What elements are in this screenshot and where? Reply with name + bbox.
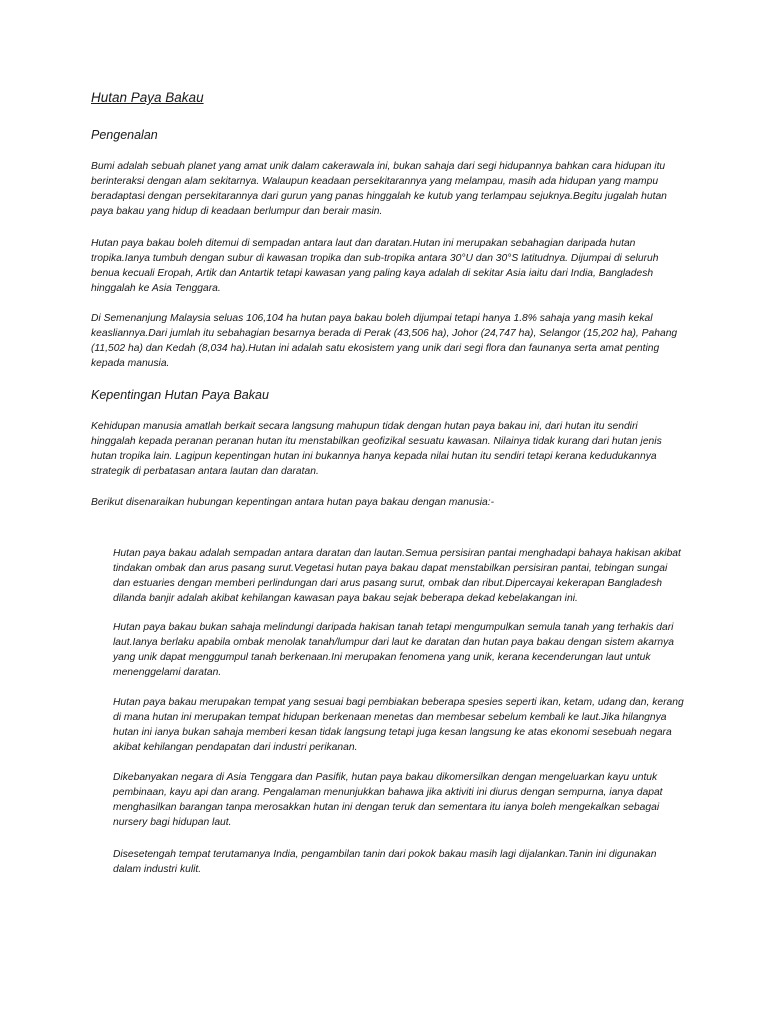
section-heading-pengenalan: Pengenalan xyxy=(91,128,158,142)
list-item: Hutan paya bakau adalah sempadan antara daratan dan lautan.Semua persisiran pantai menghadapi bahaya hakisan akibat tindakan ombak dan arus pasang surut.Vegetasi hutan paya bakau dapat menstabilkan persisiran pantai, tebingan sungai dan estuaries dengan memberi perlindungan dari arus pasang surut, ombak dan ribut.Dipercayai kekerapan Bangladesh dilanda banjir adalah akibat kehilangan kawasan paya bakau sejak beberapa dekad kebelakangan ini. xyxy=(113,548,681,604)
page-title: Hutan Paya Bakau xyxy=(91,90,204,105)
list-item: Dikebanyakan negara di Asia Tenggara dan Pasifik, hutan paya bakau dikomersilkan dengan mengeluarkan kayu untuk pembinaan, kayu api dan arang. Pengalaman menunjukkan bahawa jika aktiviti ini diurus dengan sempurna, ianya dapat menghasilkan barangan tanpa merosakkan hutan ini dengan teruk dan sementara itu ianya boleh mengekalkan sebagai nursery bagi hidupan laut. xyxy=(113,772,663,828)
paragraph: Hutan paya bakau boleh ditemui di sempadan antara laut dan daratan.Hutan ini merupakan sebahagian daripada hutan tropika.Ianya tumbuh dengan subur di kawasan tropika dan sub-tropika antara 30°U dan 30°S latitudnya. Dijumpai di seluruh benua kecuali Eropah, Artik dan Antartik tetapi kawasan yang paling kaya adalah di sekitar Asia iaitu dari India, Bangladesh hinggalah ke Asia Tenggara. xyxy=(91,238,659,294)
paragraph: Di Semenanjung Malaysia seluas 106,104 ha hutan paya bakau boleh dijumpai tetapi hanya 1.8% sahaja yang masih kekal keasliannya.Dari jumlah itu sebahagian besarnya berada di Perak (43,506 ha), Johor (24,747 ha), Selangor (15,202 ha), Pahang (11,502 ha) dan Kedah (8,034 ha).Hutan ini adalah satu ekosistem yang unik dari segi flora dan faunanya serta amat penting kepada manusia. xyxy=(91,313,678,369)
list-item: Disesetengah tempat terutamanya India, pengambilan tanin dari pokok bakau masih lagi dijalankan.Tanin ini digunakan dalam industri kulit. xyxy=(113,849,657,875)
section-heading-kepentingan: Kepentingan Hutan Paya Bakau xyxy=(91,388,269,402)
list-item: Hutan paya bakau bukan sahaja melindungi daripada hakisan tanah tetapi mengumpulkan semula tanah yang terhakis dari laut.Ianya berlaku apabila ombak menolak tanah/lumpur dari laut ke daratan dan hutan paya bakau dengan sistem akarnya yang unik dapat menggumpul tanah berkenaan.Ini merupakan fenomena yang unik, kerana kecenderungan laut untuk menenggelami daratan. xyxy=(113,622,674,678)
list-item: Hutan paya bakau merupakan tempat yang sesuai bagi pembiakan beberapa spesies seperti ikan, ketam, udang dan, kerang di mana hutan ini merupakan tempat hidupan berkenaan menetas dan membesar sebelum kembali ke laut.Jika hilangnya hutan ini ianya bukan sahaja memberi kesan tidak langsung tetapi juga kesan langsung ke atas ekonomi sesebuah negara akibat kehilangan pendapatan dari industri perikanan. xyxy=(113,697,684,753)
paragraph: Bumi adalah sebuah planet yang amat unik dalam cakerawala ini, bukan sahaja dari segi hidupannya bahkan cara hidupan itu berinteraksi dengan alam sekitarnya. Walaupun keadaan persekitarannya yang melampau, masih ada hidupan yang mampu beradaptasi dengan persekitarannya dari gurun yang panas hinggalah ke kutub yang terlampau sejuknya.Begitu jugalah hutan paya bakau yang hidup di keadaan berlumpur dan berair masin. xyxy=(91,161,667,217)
paragraph: Berikut disenaraikan hubungan kepentingan antara hutan paya bakau dengan manusia:- xyxy=(91,497,495,508)
paragraph: Kehidupan manusia amatlah berkait secara langsung mahupun tidak dengan hutan paya bakau ini, dari hutan itu sendiri hinggalah kepada peranan peranan hutan itu menstabilkan geofizikal sesuatu kawasan. Nilainya tidak kurang dari hutan jenis hutan tropika lain. Lagipun kepentingan hutan ini bukannya hanya kepada nilai hutan itu sendiri tetapi kerana kedudukannya strategik di perbatasan antara lautan dan daratan. xyxy=(91,421,662,477)
